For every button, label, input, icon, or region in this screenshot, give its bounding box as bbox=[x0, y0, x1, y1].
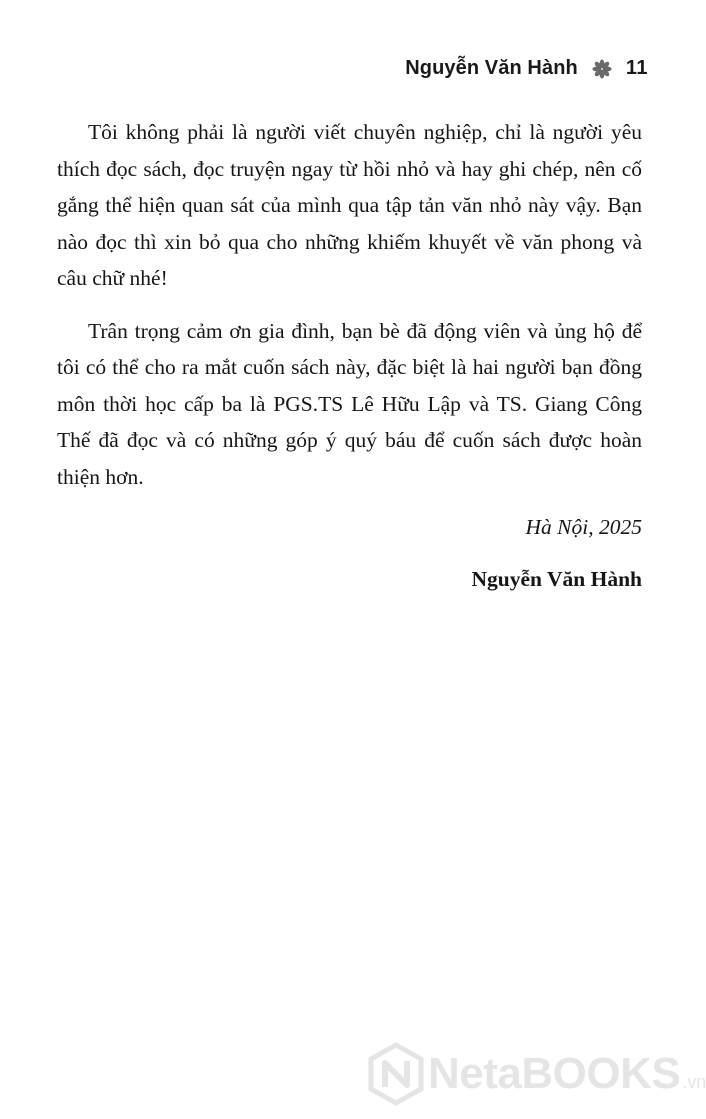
header-author: Nguyễn Văn Hành bbox=[405, 57, 578, 79]
paragraph-1: Tôi không phải là người viết chuyên nghiệp, chỉ là người yêu thích đọc sách, đọc truyện ngay từ hồi nhỏ và hay ghi chép, nên cố gắng thể hiện quan sát của mình qua tập tản văn nhỏ này vậy. Bạn nào đọc thì xin bỏ qua cho những khiếm khuyết về văn phong và câu chữ nhé! bbox=[57, 120, 642, 290]
author-signature: Nguyễn Văn Hành bbox=[471, 567, 642, 591]
page-header bbox=[405, 57, 648, 80]
watermark-suffix: .vn bbox=[682, 1072, 706, 1092]
place-date: Hà Nội, 2025 bbox=[525, 515, 642, 539]
netabooks-logo-icon bbox=[368, 1043, 424, 1105]
page-body bbox=[57, 114, 642, 595]
page-number: 11 bbox=[625, 57, 648, 79]
asterisk-flower-icon bbox=[592, 59, 612, 79]
watermark bbox=[368, 1043, 706, 1105]
watermark-text: NetaBOOKS bbox=[428, 1049, 681, 1098]
paragraph-2: Trân trọng cảm ơn gia đình, bạn bè đã động viên và ủng hộ để tôi có thể cho ra mắt cuốn sách này, đặc biệt là hai người bạn đồng môn thời học cấp ba là PGS.TS Lê Hữu Lập và TS. Giang Công Thế đã đọc và có những góp ý quý báu để cuốn sách được hoàn thiện hơn. bbox=[57, 318, 642, 489]
